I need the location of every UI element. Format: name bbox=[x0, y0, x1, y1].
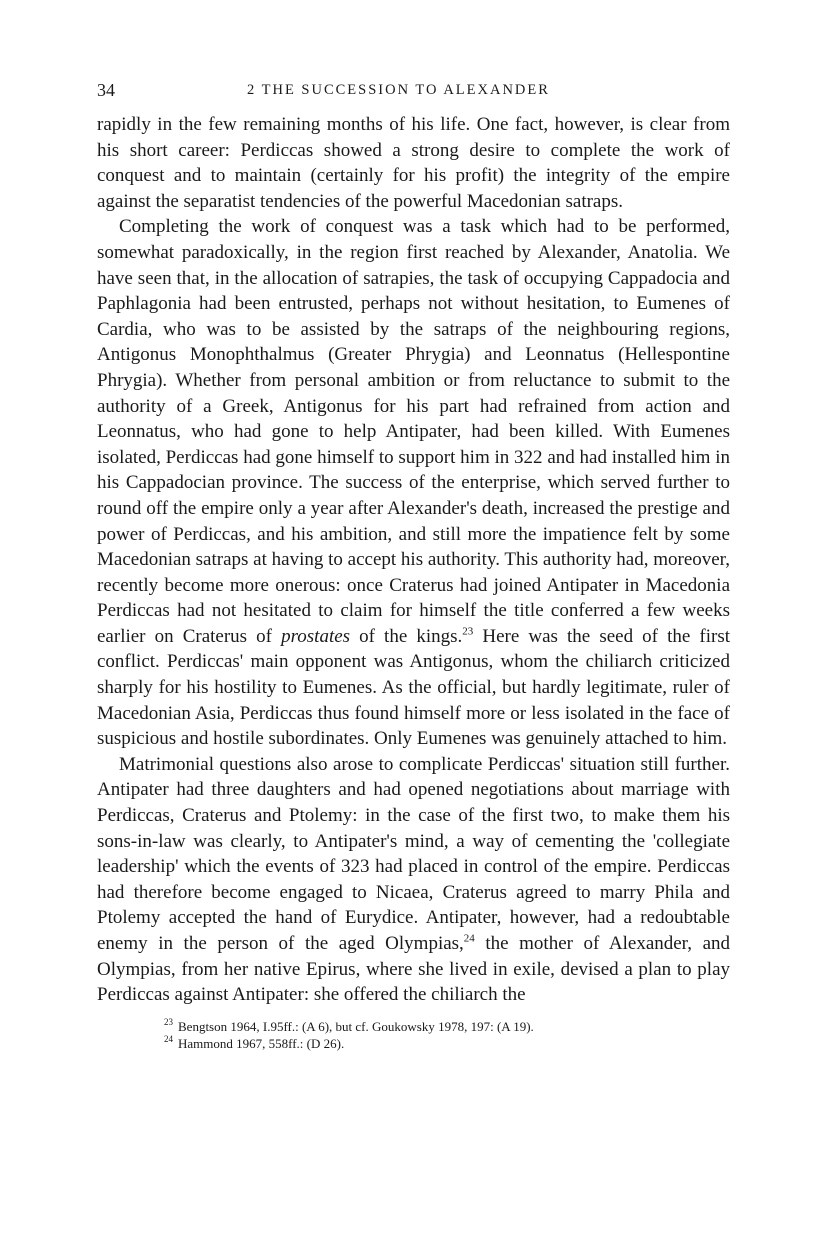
paragraph-3-text: Matrimonial questions also arose to complicate Perdiccas' situation still further. Antipater had three daughters and had opened negotiations about marriage with Perdiccas, Craterus and Ptolemy: in the case of the first two, to make them his sons-in-law was clearly, to Antipater's mind, a way of cementing the 'collegiate leadership' which the events of 323 had placed in control of the empire. Perdiccas had therefore become engaged to Nicaea, Craterus agreed to marry Phila and Ptolemy accepted the hand of Eurydice. Antipater, however, had a redoubtable enemy in the person of the aged Olympias, bbox=[97, 753, 730, 954]
footnote-mark: 24 bbox=[164, 1034, 173, 1045]
footnote-text: Bengtson 1964, I.95ff.: (A 6), but cf. Goukowsky 1978, 197: (A 19). bbox=[178, 1018, 534, 1034]
prostates-term: prostates bbox=[281, 625, 351, 647]
paragraph-2-text: Completing the work of conquest was a task which had to be performed, somewhat paradoxically, in the region first reached by Alexander, Anatolia. We have seen that, in the allocation of satrapies, the task of occupying Cappadocia and Paphlagonia had been entrusted, perhaps not without hesitation, to Eumenes of Cardia, who was to be assisted by the satraps of the neighbouring regions, Antigonus Monophthalmus (Greater Phrygia) and Leonnatus (Hellespontine Phrygia). Whether from personal ambition or from reluctance to submit to the authority of a Greek, Antigonus for his part had refrained from action and Leonnatus, who had gone to help Antipater, had been killed. With Eumenes isolated, Perdiccas had gone himself to support him in 322 and had installed him in his Cappadocian province. The success of the enterprise, which served further to round off the empire only a year after Alexander's death, increased the prestige and power of Perdiccas, and his ambition, and still more the impatience felt by some Macedonian satraps at having to accept his authority. This authority had, moreover, recently become more onerous: once Craterus had joined Antipater in Macedonia Perdiccas had not hesitated to claim for himself the title conferred a few weeks earlier on Craterus of bbox=[97, 216, 730, 647]
paragraph-2 bbox=[97, 214, 730, 751]
running-title: 2 THE SUCCESSION TO ALEXANDER bbox=[247, 82, 550, 98]
footnotes bbox=[97, 1018, 730, 1052]
footnote-ref-23: 23 bbox=[462, 625, 474, 638]
paragraph-3-text-end: the mother of Alexander, and Olympias, from her native Epirus, where she lived in exile, devised a plan to play Perdiccas against Antipater: she offered the chiliarch the bbox=[97, 933, 730, 1006]
footnote-24 bbox=[164, 1035, 730, 1052]
paragraph-2-text-cont: of the kings. bbox=[359, 625, 463, 647]
paragraph-3 bbox=[97, 752, 730, 1008]
paragraph-2-text-end: Here was the seed of the first conflict. Perdiccas' main opponent was Antigonus, whom the chiliarch criticized sharply for his hostility to Eumenes. As the official, but hardly legitimate, ruler of Macedonian Asia, Perdiccas thus found himself more or less isolated in the face of suspicious and hostile subordinates. Only Eumenes was genuinely attached to him. bbox=[97, 625, 730, 750]
footnote-23 bbox=[164, 1018, 730, 1035]
paragraph-1: rapidly in the few remaining months of his life. One fact, however, is clear from his short career: Perdiccas showed a strong desire to complete the work of conquest and to maintain (certainly for his profit) the integrity of the empire against the separatist tendencies of the powerful Macedonian satraps. bbox=[97, 114, 730, 212]
footnote-ref-24: 24 bbox=[463, 932, 475, 945]
footnote-mark: 23 bbox=[164, 1017, 173, 1028]
page-number: 34 bbox=[97, 80, 115, 100]
running-head bbox=[97, 78, 730, 102]
body-text bbox=[97, 112, 730, 1008]
book-page bbox=[97, 78, 730, 1052]
footnote-text: Hammond 1967, 558ff.: (D 26). bbox=[178, 1035, 345, 1051]
